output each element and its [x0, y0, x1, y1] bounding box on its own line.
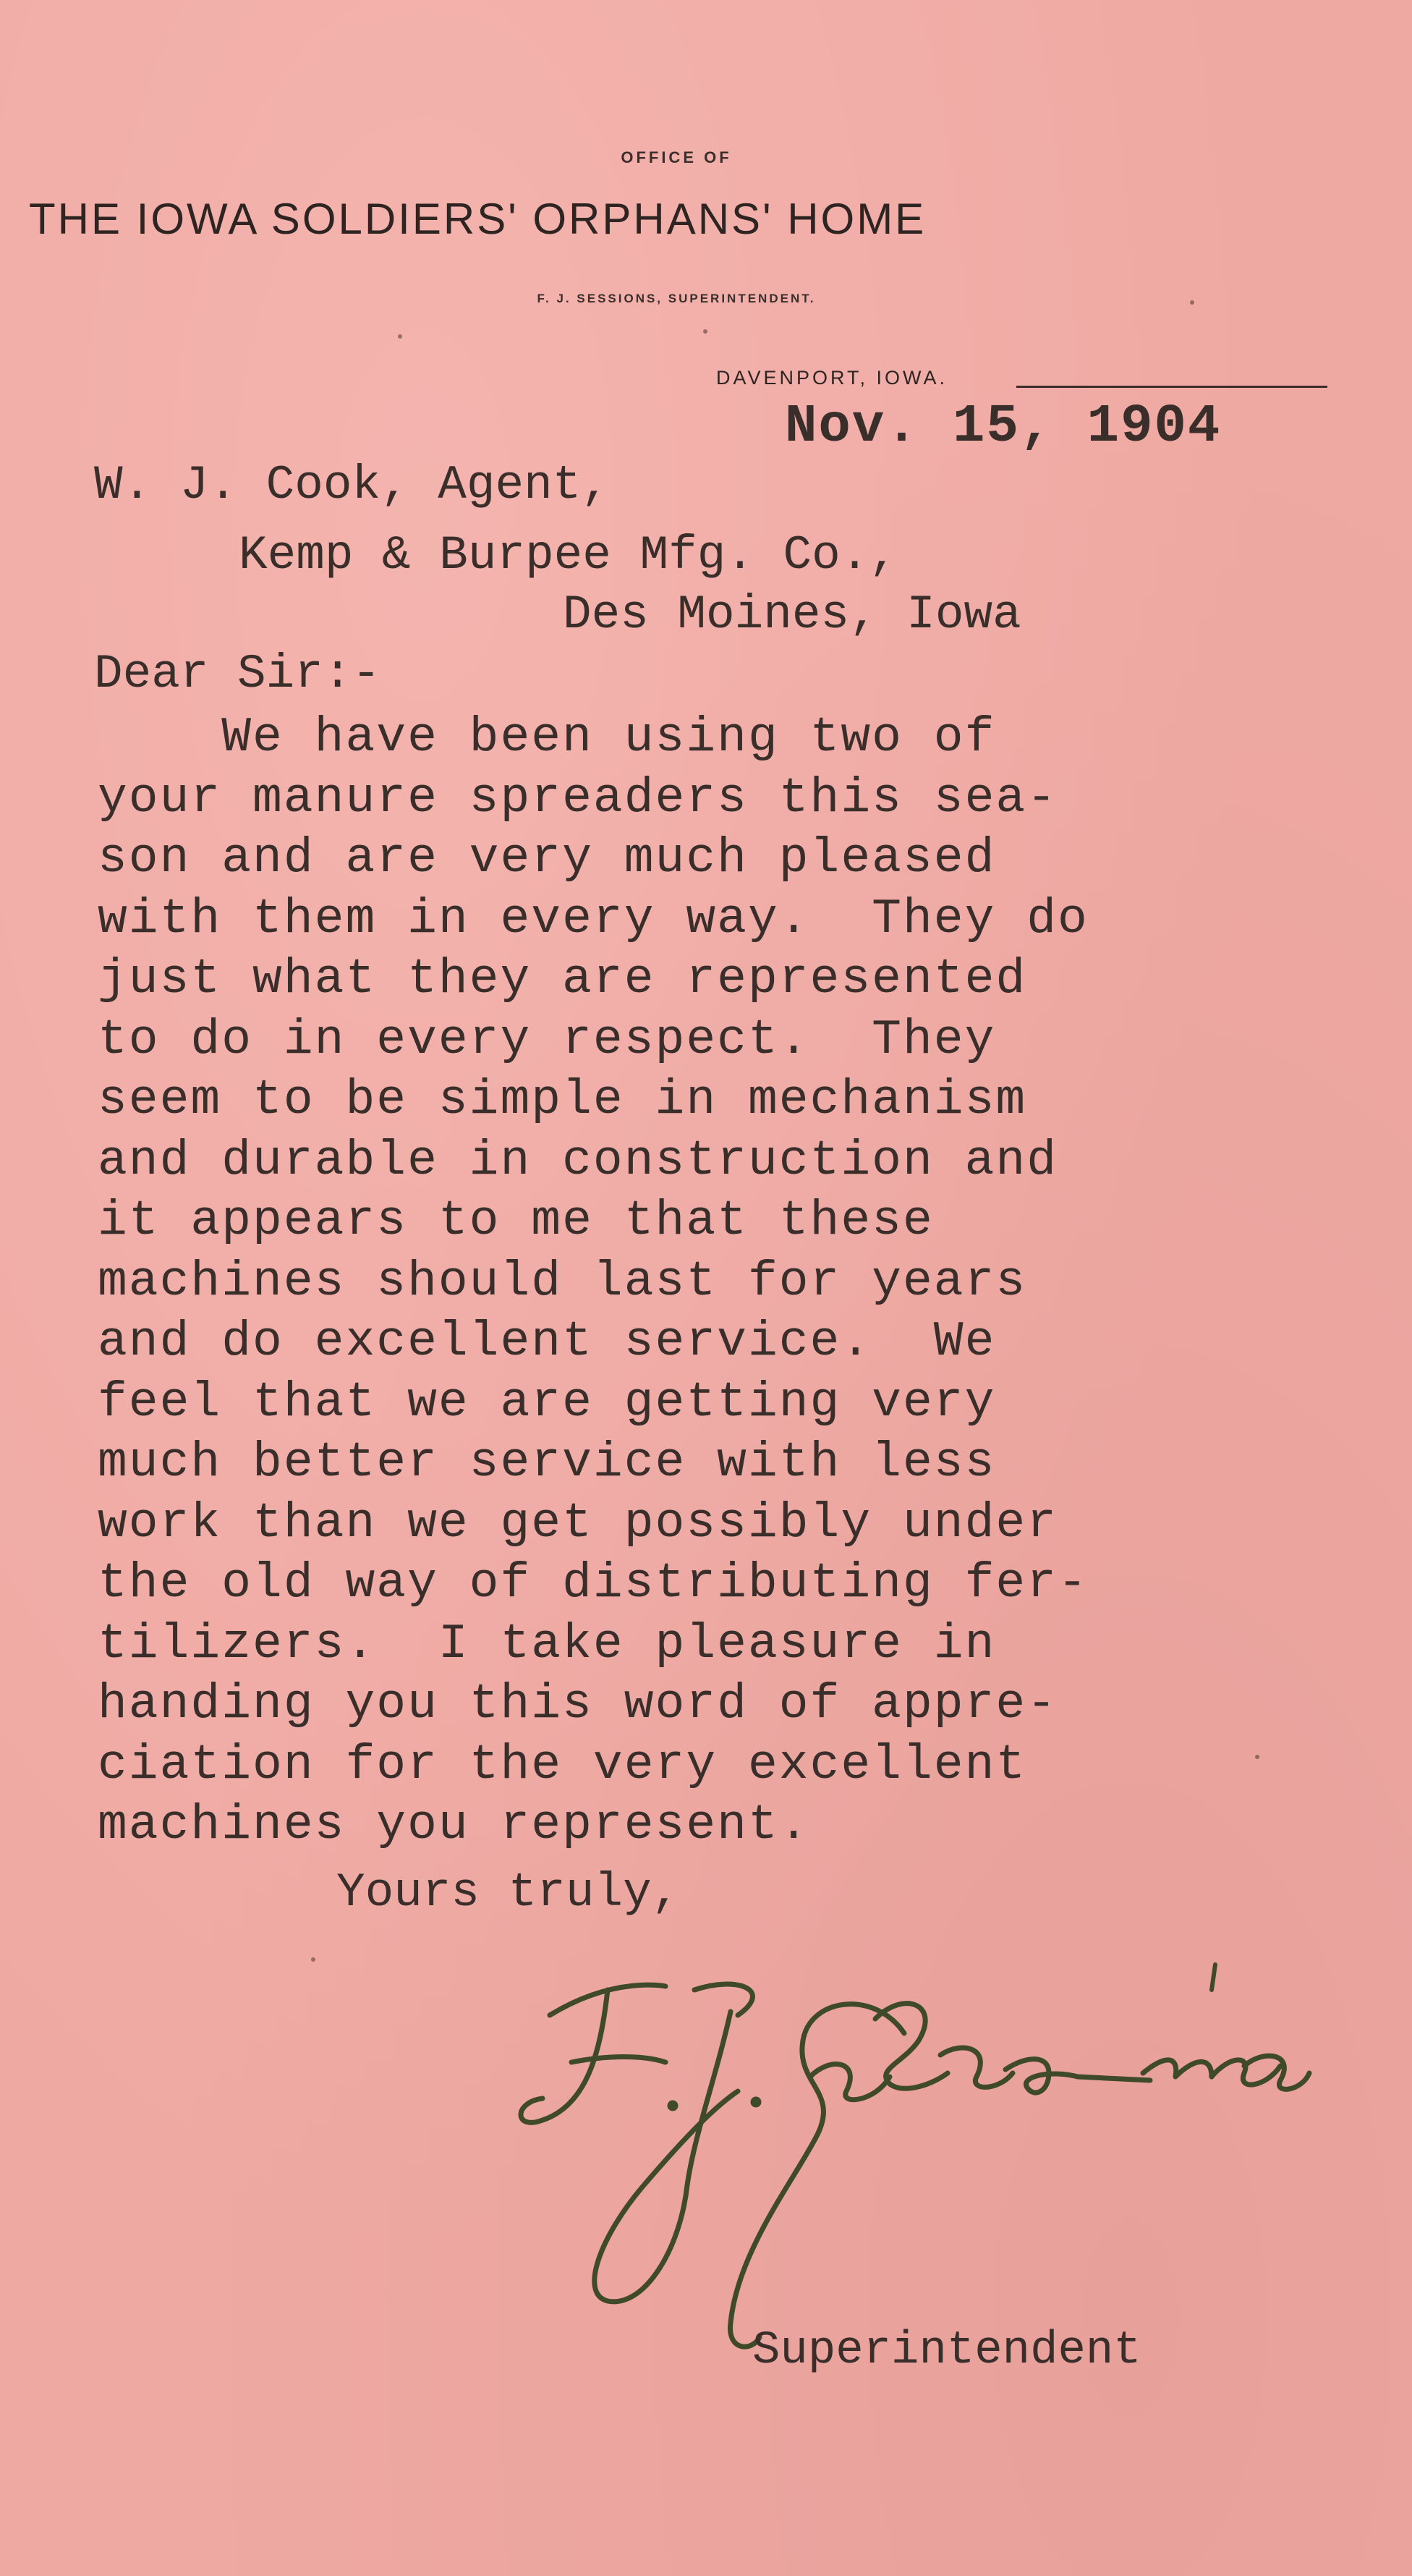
- body-line: machines should last for years: [98, 1253, 1027, 1310]
- recipient-name: W. J. Cook, Agent,: [94, 458, 610, 512]
- body-line: and durable in construction and: [98, 1132, 1058, 1189]
- letter-body: [98, 708, 1385, 1856]
- body-line: son and are very much pleased: [98, 831, 996, 886]
- handwritten-signature: [499, 1946, 1324, 2352]
- closing: Yours truly,: [336, 1865, 681, 1920]
- letterhead-superintendent: F. J. SESSIONS, SUPERINTENDENT.: [537, 292, 816, 305]
- body-line: feel that we are getting very: [98, 1374, 996, 1431]
- body-line: to do in every respect. They: [98, 1012, 996, 1068]
- recipient-location: Des Moines, Iowa: [563, 588, 1021, 642]
- body-line: machines you represent.: [98, 1797, 810, 1853]
- body-line: with them in every way. They do: [98, 891, 1089, 947]
- paper-speck: [1255, 1755, 1259, 1759]
- salutation: Dear Sir:-: [94, 647, 381, 701]
- signature-strokes: [521, 1965, 1309, 2347]
- body-line: work than we get possibly under: [98, 1495, 1058, 1551]
- body-line: your manure spreaders this sea-: [98, 770, 1058, 826]
- body-line: and do excellent service. We: [98, 1314, 996, 1370]
- paper-speck: [311, 1957, 315, 1962]
- body-line: the old way of distributing fer-: [98, 1556, 1089, 1611]
- body-line: just what they are represented: [98, 952, 1027, 1007]
- paper-speck: [703, 329, 707, 334]
- letterhead-organization: THE IOWA SOLDIERS' ORPHANS' HOME: [29, 195, 927, 243]
- letterhead-date-rule: [1016, 386, 1327, 388]
- signer-title: Superintendent: [752, 2325, 1141, 2377]
- paper-speck: [398, 334, 402, 339]
- body-line: handing you this word of appre-: [98, 1677, 1058, 1732]
- body-line: much better service with less: [98, 1435, 996, 1491]
- body-line: seem to be simple in mechanism: [98, 1072, 1027, 1128]
- paper-speck: [1190, 300, 1194, 305]
- body-line: ciation for the very excellent: [98, 1737, 1027, 1793]
- recipient-company: Kemp & Burpee Mfg. Co.,: [239, 528, 898, 582]
- body-line: tilizers. I take pleasure in: [98, 1616, 996, 1672]
- letterhead-office-of: OFFICE OF: [621, 148, 732, 166]
- letter-date: Nov. 15, 1904: [785, 397, 1222, 457]
- body-line: We have been using two of: [98, 710, 996, 766]
- body-line: it appears to me that these: [98, 1193, 934, 1249]
- letterhead-city: DAVENPORT, IOWA.: [716, 367, 948, 389]
